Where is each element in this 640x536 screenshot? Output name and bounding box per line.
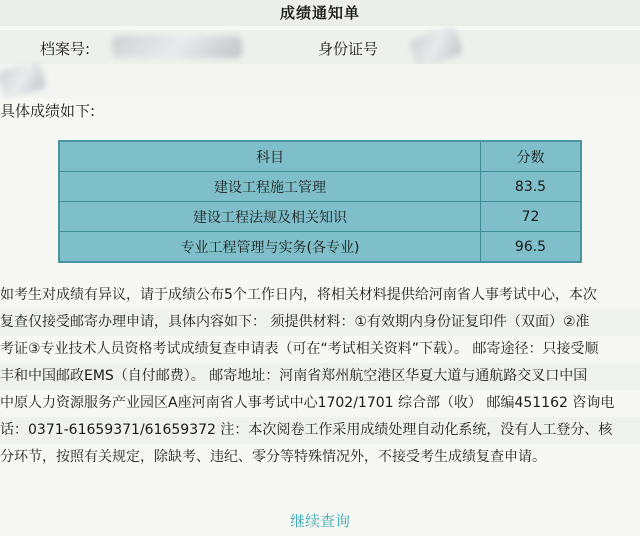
notice-line: 中原人力资源服务产业园区A座河南省人事考试中心1702/1701 综合部（收） 邮编451162 咨询电	[0, 395, 615, 411]
notice-line: 如考生对成绩有异议，请于成绩公布5个工作日内，将相关材料提供给河南省人事考试中心，本次	[0, 287, 597, 303]
notice-line: 考证③专业技术人员资格考试成绩复查申请表（可在“考试相关资料”下载）。 邮寄途径：只接受顺	[0, 341, 599, 357]
notice-line: 话：0371-61659371/61659372 注：本次阅卷工作采用成绩处理自动化系统，没有人工登分、核	[0, 417, 640, 444]
notice-text	[0, 282, 640, 471]
file-no-redacted	[112, 36, 242, 58]
name-redacted	[0, 61, 47, 99]
subject-cell: 建设工程法规及相关知识	[59, 202, 481, 232]
id-redacted	[408, 25, 463, 70]
header-subject: 科目	[59, 141, 481, 172]
table-header-row	[59, 141, 581, 172]
info-row	[0, 30, 640, 64]
intro-text: 具体成绩如下:	[0, 102, 96, 120]
subject-cell: 专业工程管理与实务(各专业)	[59, 232, 481, 263]
page-title: 成绩通知单	[0, 0, 640, 26]
subject-cell: 建设工程施工管理	[59, 172, 481, 202]
score-cell: 83.5	[481, 172, 582, 202]
notice-line: 丰和中国邮政EMS（自付邮费）。 邮寄地址：河南省郑州航空港区华夏大道与通航路交叉口中国	[0, 363, 640, 390]
redacted-row	[0, 64, 640, 98]
score-cell: 96.5	[481, 232, 582, 263]
score-cell: 72	[481, 202, 582, 232]
file-no-label: 档案号:	[40, 40, 91, 58]
table-row	[59, 202, 581, 232]
table-row	[59, 172, 581, 202]
table-row	[59, 232, 581, 263]
id-label: 身份证号	[318, 40, 379, 58]
continue-query-link[interactable]: 继续查询	[289, 512, 350, 530]
notice-line: 复查仅接受邮寄办理申请，具体内容如下： 须提供材料：①有效期内身份证复印件（双面）②准	[0, 309, 640, 336]
header-score: 分数	[481, 141, 582, 172]
scores-table	[58, 140, 582, 263]
notice-line: 分环节，按照有关规定，除缺考、违纪、零分等特殊情况外，不接受考生成绩复查申请。	[0, 449, 546, 465]
